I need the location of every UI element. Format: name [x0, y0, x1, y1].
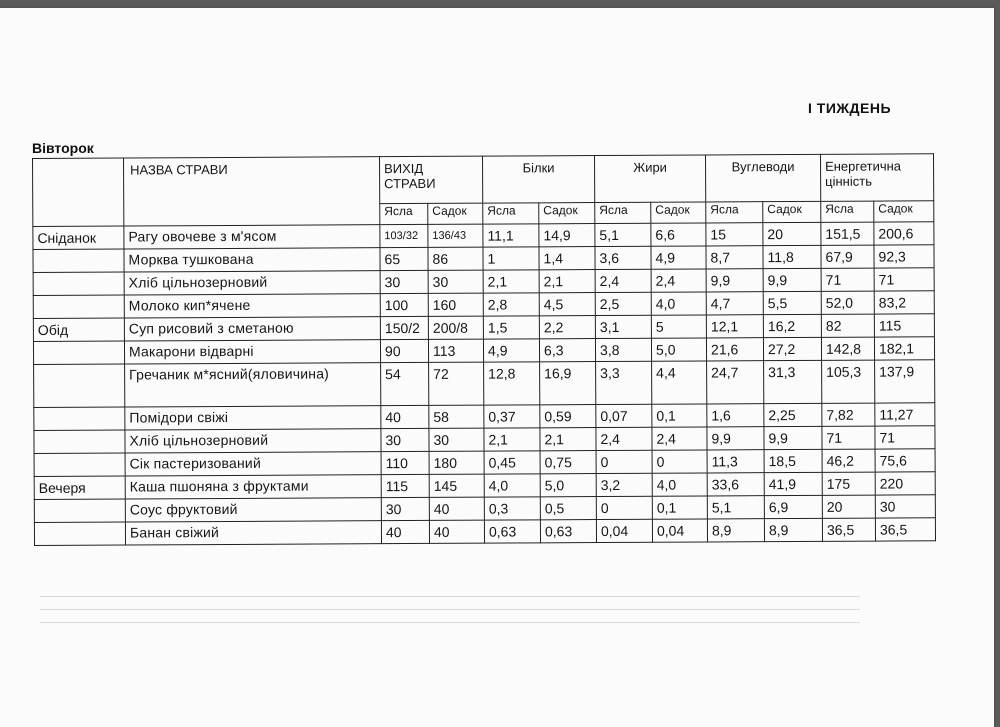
meal-cell	[34, 522, 125, 545]
fats-nursery: 2,5	[595, 292, 651, 315]
proteins-kindergarten: 0,5	[540, 497, 596, 520]
meal-cell	[33, 295, 124, 318]
yield-nursery: 110	[381, 451, 429, 474]
carbs-kindergarten: 18,5	[764, 449, 822, 472]
carbs-kindergarten: 20	[763, 222, 821, 245]
header-proteins: Білки	[482, 156, 594, 204]
proteins-kindergarten: 14,9	[539, 224, 595, 247]
carbs-nursery: 1,6	[707, 404, 764, 427]
energy-nursery: 36,5	[822, 518, 875, 541]
proteins-nursery: 0,3	[484, 497, 540, 520]
subheader-kindergarten: Садок	[763, 201, 821, 222]
proteins-nursery: 0,37	[484, 405, 540, 428]
meal-cell	[33, 341, 124, 364]
carbs-kindergarten: 8,9	[764, 518, 822, 541]
proteins-kindergarten: 16,9	[540, 362, 596, 405]
header-fats: Жири	[594, 155, 705, 203]
week-title: I ТИЖДЕНЬ	[808, 100, 892, 116]
proteins-kindergarten: 6,3	[539, 339, 595, 362]
yield-kindergarten: 200/8	[428, 316, 483, 339]
fats-kindergarten: 0	[652, 450, 707, 473]
proteins-nursery: 2,1	[483, 270, 539, 293]
fats-kindergarten: 0,1	[652, 496, 707, 519]
energy-nursery: 20	[822, 495, 875, 518]
energy-kindergarten: 30	[875, 495, 935, 518]
table-row	[34, 518, 935, 546]
dish-name: Соус фруктовий	[125, 498, 381, 522]
meal-cell	[33, 272, 124, 295]
carbs-nursery: 4,7	[706, 292, 763, 315]
energy-kindergarten: 36,5	[875, 518, 935, 541]
yield-kindergarten: 180	[429, 451, 484, 474]
header-carbs: Вуглеводи	[705, 154, 820, 202]
carbs-nursery: 9,9	[707, 427, 764, 450]
proteins-kindergarten: 4,5	[539, 293, 595, 316]
fats-kindergarten: 6,6	[651, 223, 706, 246]
dish-name: Хліб цільнозерновий	[124, 271, 380, 295]
subheader-kindergarten: Садок	[539, 203, 595, 224]
proteins-nursery: 2,1	[484, 428, 540, 451]
fats-nursery: 5,1	[595, 223, 651, 246]
energy-kindergarten: 71	[874, 268, 934, 291]
dish-name: Гречаник м*ясний(яловичина)	[125, 363, 381, 407]
document-page	[0, 8, 994, 727]
carbs-kindergarten: 41,9	[764, 472, 822, 495]
energy-nursery: 82	[821, 314, 874, 337]
yield-nursery: 115	[381, 474, 429, 497]
yield-kindergarten: 30	[429, 428, 484, 451]
energy-kindergarten: 92,3	[874, 245, 934, 268]
yield-kindergarten: 40	[429, 520, 484, 543]
carbs-nursery: 21,6	[706, 338, 763, 361]
fats-nursery: 0	[596, 496, 652, 519]
proteins-nursery: 12,8	[484, 362, 540, 405]
yield-kindergarten: 30	[428, 270, 483, 293]
proteins-nursery: 0,45	[484, 451, 540, 474]
energy-kindergarten: 200,6	[874, 222, 934, 245]
proteins-nursery: 4,9	[483, 339, 539, 362]
carbs-kindergarten: 11,8	[763, 245, 821, 268]
subheader-nursery: Ясла	[380, 203, 428, 224]
dish-name: Помідори свіжі	[125, 406, 381, 430]
energy-nursery: 7,82	[822, 403, 875, 426]
proteins-nursery: 2,8	[483, 293, 539, 316]
yield-nursery: 100	[380, 293, 428, 316]
subheader-nursery: Ясла	[483, 203, 539, 224]
dish-name: Суп рисовий з сметаною	[124, 317, 380, 341]
meal-cell: Сніданок	[33, 226, 124, 249]
energy-nursery: 142,8	[821, 337, 874, 360]
proteins-nursery: 11,1	[483, 224, 539, 247]
dish-name: Рагу овочеве з м'ясом	[124, 225, 380, 249]
dish-name: Молоко кип*ячене	[124, 294, 380, 318]
energy-nursery: 175	[822, 472, 875, 495]
header-dish-name: НАЗВА СТРАВИ	[124, 157, 380, 226]
fats-nursery: 0	[596, 450, 652, 473]
meal-cell	[33, 249, 124, 272]
yield-nursery: 150/2	[380, 316, 428, 339]
fats-nursery: 3,8	[595, 338, 651, 361]
subheader-nursery: Ясла	[595, 202, 651, 223]
carbs-nursery: 24,7	[707, 361, 764, 404]
proteins-kindergarten: 2,2	[539, 316, 595, 339]
yield-kindergarten: 145	[429, 474, 484, 497]
carbs-kindergarten: 2,25	[764, 403, 822, 426]
proteins-kindergarten: 0,75	[540, 451, 596, 474]
carbs-kindergarten: 5,5	[763, 291, 821, 314]
proteins-nursery: 1,5	[483, 316, 539, 339]
bleed-through-text	[40, 553, 860, 623]
dish-name: Макарони відварні	[124, 340, 380, 364]
proteins-kindergarten: 0,63	[540, 520, 596, 543]
header-energy: Енергетична цінність	[820, 154, 933, 202]
fats-nursery: 3,6	[595, 246, 651, 269]
yield-kindergarten: 136/43	[428, 224, 483, 247]
header-meal	[33, 158, 124, 226]
fats-nursery: 2,4	[595, 269, 651, 292]
meal-cell	[34, 407, 125, 430]
yield-nursery: 40	[381, 405, 429, 428]
yield-kindergarten: 113	[428, 339, 483, 362]
meal-cell: Вечеря	[34, 476, 125, 499]
yield-kindergarten: 160	[428, 293, 483, 316]
fats-kindergarten: 2,4	[651, 269, 706, 292]
proteins-nursery: 4,0	[484, 474, 540, 497]
carbs-kindergarten: 27,2	[763, 337, 821, 360]
carbs-nursery: 12,1	[706, 315, 763, 338]
energy-nursery: 105,3	[822, 360, 875, 403]
proteins-kindergarten: 1,4	[539, 247, 595, 270]
fats-nursery: 3,2	[596, 473, 652, 496]
fats-kindergarten: 4,0	[652, 473, 707, 496]
fats-kindergarten: 4,9	[651, 246, 706, 269]
meal-cell: Обід	[33, 318, 124, 341]
meal-cell	[34, 430, 125, 453]
meal-cell	[34, 453, 125, 476]
proteins-kindergarten: 0,59	[540, 405, 596, 428]
energy-kindergarten: 182,1	[874, 337, 934, 360]
dish-name: Морква тушкована	[124, 248, 380, 272]
carbs-kindergarten: 6,9	[764, 495, 822, 518]
meal-cell	[34, 364, 125, 407]
fats-kindergarten: 4,4	[652, 361, 707, 404]
fats-kindergarten: 5	[651, 315, 706, 338]
subheader-kindergarten: Садок	[428, 203, 483, 224]
carbs-nursery: 8,7	[706, 246, 763, 269]
yield-nursery: 40	[381, 520, 429, 543]
carbs-nursery: 11,3	[707, 450, 764, 473]
carbs-kindergarten: 31,3	[764, 360, 822, 403]
energy-kindergarten: 75,6	[875, 449, 935, 472]
energy-kindergarten: 137,9	[875, 360, 935, 403]
energy-nursery: 151,5	[821, 222, 874, 245]
fats-nursery: 2,4	[596, 427, 652, 450]
yield-nursery: 30	[381, 497, 429, 520]
dish-name: Хліб цільнозерновий	[125, 429, 381, 453]
yield-nursery: 65	[380, 247, 428, 270]
fats-nursery: 3,1	[595, 315, 651, 338]
subheader-nursery: Ясла	[821, 201, 874, 222]
dish-name: Сік пастеризований	[125, 452, 381, 476]
subheader-kindergarten: Садок	[874, 201, 934, 222]
fats-nursery: 0,07	[596, 404, 652, 427]
yield-nursery: 90	[380, 339, 428, 362]
carbs-nursery: 15	[706, 223, 763, 246]
carbs-nursery: 8,9	[707, 519, 764, 542]
proteins-nursery: 0,63	[484, 520, 540, 543]
fats-kindergarten: 4,0	[651, 292, 706, 315]
proteins-kindergarten: 2,1	[540, 428, 596, 451]
yield-kindergarten: 72	[429, 362, 484, 405]
fats-kindergarten: 0,1	[652, 404, 707, 427]
dish-name: Банан свіжий	[125, 521, 381, 545]
meal-cell	[34, 499, 125, 522]
proteins-kindergarten: 2,1	[539, 270, 595, 293]
carbs-nursery: 33,6	[707, 473, 764, 496]
energy-nursery: 71	[821, 268, 874, 291]
fats-nursery: 3,3	[596, 361, 652, 404]
energy-nursery: 46,2	[822, 449, 875, 472]
yield-nursery: 30	[380, 270, 428, 293]
day-title: Вівторок	[32, 140, 94, 156]
carbs-nursery: 5,1	[707, 496, 764, 519]
proteins-kindergarten: 5,0	[540, 474, 596, 497]
proteins-nursery: 1	[483, 247, 539, 270]
yield-nursery: 103/32	[380, 224, 428, 247]
subheader-nursery: Ясла	[706, 202, 763, 223]
carbs-kindergarten: 16,2	[763, 314, 821, 337]
subheader-kindergarten: Садок	[651, 202, 706, 223]
energy-nursery: 71	[822, 426, 875, 449]
fats-nursery: 0,04	[596, 519, 652, 542]
yield-nursery: 54	[381, 362, 429, 405]
energy-kindergarten: 71	[875, 426, 935, 449]
menu-table	[32, 153, 936, 546]
fats-kindergarten: 0,04	[652, 519, 707, 542]
yield-kindergarten: 58	[429, 405, 484, 428]
carbs-nursery: 9,9	[706, 269, 763, 292]
dish-name: Каша пшоняна з фруктами	[125, 475, 381, 499]
energy-kindergarten: 220	[875, 472, 935, 495]
yield-kindergarten: 86	[428, 247, 483, 270]
carbs-kindergarten: 9,9	[763, 268, 821, 291]
table-row	[34, 360, 935, 408]
energy-kindergarten: 115	[874, 314, 934, 337]
yield-nursery: 30	[381, 428, 429, 451]
fats-kindergarten: 2,4	[652, 427, 707, 450]
energy-nursery: 52,0	[821, 291, 874, 314]
header-row-top	[33, 154, 934, 206]
carbs-kindergarten: 9,9	[764, 426, 822, 449]
header-yield: ВИХІД СТРАВИ	[379, 156, 482, 204]
energy-kindergarten: 83,2	[874, 291, 934, 314]
fats-kindergarten: 5,0	[651, 338, 706, 361]
energy-kindergarten: 11,27	[875, 403, 935, 426]
energy-nursery: 67,9	[821, 245, 874, 268]
yield-kindergarten: 40	[429, 497, 484, 520]
